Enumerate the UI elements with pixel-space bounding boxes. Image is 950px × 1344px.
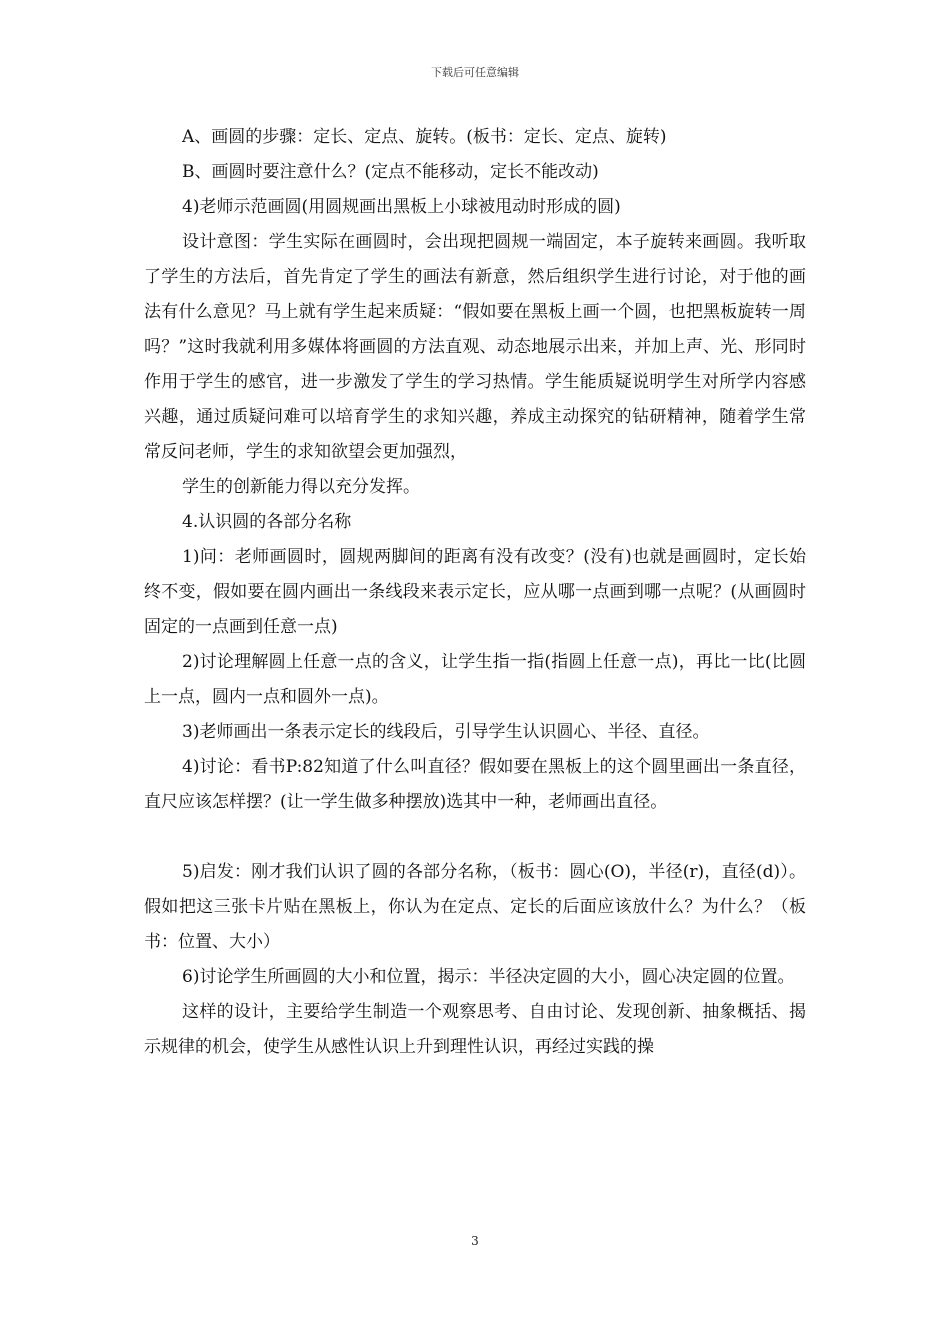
question-1-paragraph: 1)问：老师画圆时，圆规两脚间的距离有没有改变？(没有)也就是画圆时，定长始终不变，假如要在圆内画出一条线段来表示定长，应从哪一点画到哪一点呢？(从画圆时固定的一点画到任意一点): [144, 547, 806, 637]
design-intent-paragraph: 设计意图：学生实际在画圆时，会出现把圆规一端固定，本子旋转来画圆。我听取了学生的方法后，首先肯定了学生的画法有新意，然后组织学生进行讨论，对于他的画法有什么意见？马上就有学生起来质疑：“假如要在黑板上画一个圆，也把黑板旋转一周吗？”这时我就利用多媒体将画圆的方法直观、动态地展示出来，并加上声、光、形同时作用于学生的感官，进一步激发了学生的学习热情。学生能质疑说明学生对所学内容感兴趣，通过质疑问难可以培育学生的求知兴趣，养成主动探究的钻研精神，随着学生常常反问老师，学生的求知欲望会更加强烈，: [144, 232, 806, 462]
teacher-3-paragraph: 3)老师画出一条表示定长的线段后，引导学生认识圆心、半径、直径。: [182, 722, 710, 742]
discussion-6-paragraph: 6)讨论学生所画圆的大小和位置，揭示：半径决定圆的大小，圆心决定圆的位置。: [182, 967, 795, 987]
discussion-4-paragraph: 4)讨论：看书P:82知道了什么叫直径？假如要在黑板上的这个圆里画出一条直径，直尺应该怎样摆？(让一学生做多种摆放)选其中一种，老师画出直径。: [144, 757, 806, 812]
step-a-paragraph: A、画圆的步骤：定长、定点、旋转。(板书：定长、定点、旋转): [182, 127, 667, 147]
blank-line: [144, 820, 806, 855]
inspire-5-paragraph: 5)启发：刚才我们认识了圆的各部分名称，（板书：圆心(O)，半径(r)，直径(d)）。假如把这三张卡片贴在黑板上，你认为在定点、定长的后面应该放什么？为什么？（板书：位置、大小）: [144, 862, 806, 952]
step-b-paragraph: B、画圆时要注意什么？(定点不能移动，定长不能改动): [182, 162, 599, 182]
design-summary-paragraph: 这样的设计，主要给学生制造一个观察思考、自由讨论、发现创新、抽象概括、揭示规律的机会，使学生从感性认识上升到理性认识，再经过实践的操: [144, 1002, 806, 1057]
discussion-2-paragraph: 2)讨论理解圆上任意一点的含义，让学生指一指(指圆上任意一点)，再比一比(比圆上一点，圆内一点和圆外一点)。: [144, 652, 806, 707]
section-heading: 4.认识圆的各部分名称: [182, 512, 352, 532]
page-number: 3: [471, 1234, 479, 1248]
document-body: [144, 120, 806, 1065]
creativity-paragraph: 学生的创新能力得以充分发挥。: [182, 477, 420, 497]
demo-paragraph: 4)老师示范画圆(用圆规画出黑板上小球被甩动时形成的圆): [182, 197, 621, 217]
page-header: 下载后可任意编辑: [431, 66, 519, 79]
